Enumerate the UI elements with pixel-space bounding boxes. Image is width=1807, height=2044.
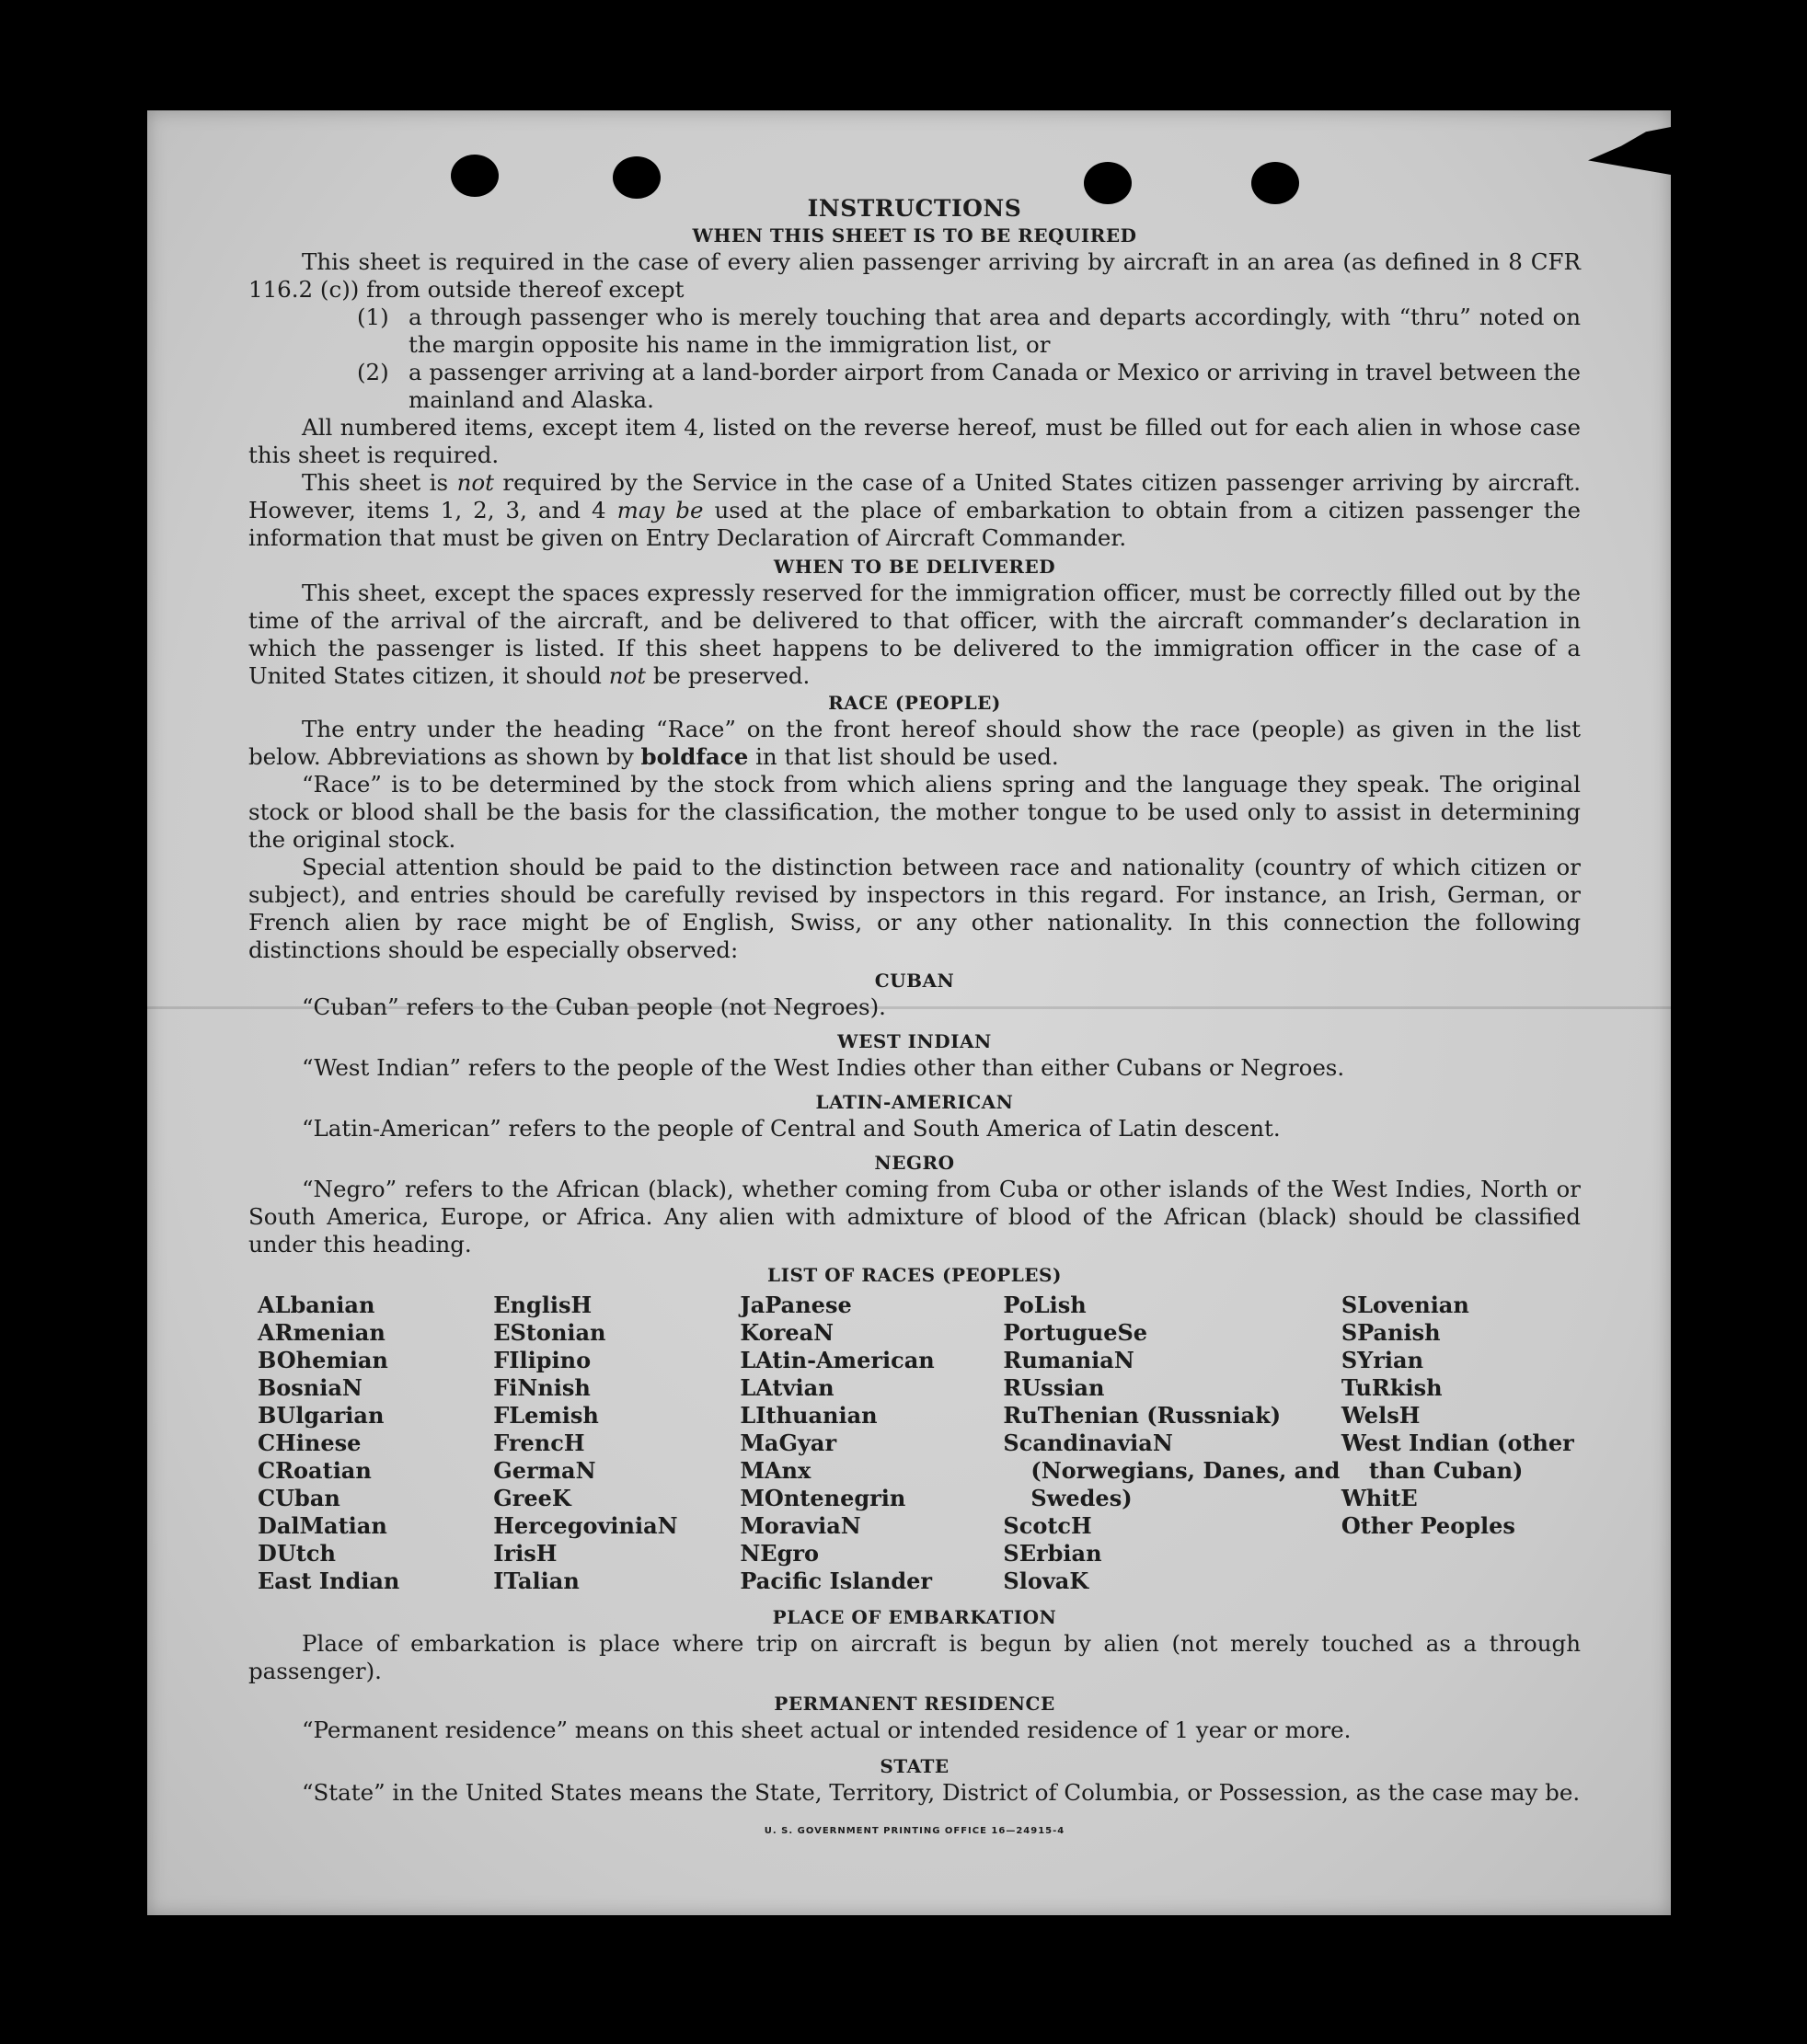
race-item: ScandinaviaN (Norwegians, Danes, and Swedes) bbox=[1003, 1430, 1341, 1511]
paragraph: “Negro” refers to the African (black), whether coming from Cuba or other islands of the West Indies, North or South America, Europe, or Africa. Any alien with admixture of blood of the African (black) should be classified under this heading. bbox=[248, 1176, 1581, 1257]
race-item: BUlgarian bbox=[258, 1402, 385, 1429]
section-heading-latin-american: LATIN-AMERICAN bbox=[815, 1091, 1014, 1113]
race-item: CHinese bbox=[258, 1430, 362, 1456]
race-item: SErbian bbox=[1003, 1540, 1102, 1567]
section-heading-required: WHEN THIS SHEET IS TO BE REQUIRED bbox=[692, 224, 1137, 247]
race-item: FIlipino bbox=[493, 1347, 592, 1373]
race-item: ITalian bbox=[493, 1567, 580, 1594]
section-heading-residence: PERMANENT RESIDENCE bbox=[774, 1693, 1055, 1715]
section-heading-cuban: CUBAN bbox=[874, 970, 955, 992]
race-item: ARmenian bbox=[258, 1319, 386, 1346]
race-item: Other Peoples bbox=[1341, 1512, 1515, 1539]
race-item: CUban bbox=[258, 1485, 340, 1511]
race-item: MoraviaN bbox=[740, 1512, 861, 1539]
race-item: DUtch bbox=[258, 1540, 336, 1567]
paragraph: Special attention should be paid to the distinction between race and nationality (country of which citizen or subject), and entries should be carefully revised by inspectors in this regard. For instance, an Irish, German, or French alien by race might be of English, Swiss, or any other nationality. In this connection the following distinctions should be especially observed: bbox=[248, 854, 1581, 963]
race-item: EnglisH bbox=[493, 1292, 593, 1318]
races-list bbox=[248, 1292, 1581, 1595]
race-item: ALbanian bbox=[258, 1292, 375, 1318]
race-item: ScotcH bbox=[1003, 1512, 1092, 1539]
race-item: TuRkish bbox=[1341, 1374, 1443, 1401]
race-item: IrisH bbox=[493, 1540, 558, 1567]
race-item: EStonian bbox=[493, 1319, 606, 1346]
race-item: SPanish bbox=[1341, 1319, 1441, 1346]
paragraph: “Race” is to be determined by the stock from which aliens spring and the language they speak. The original stock or blood shall be the basis for the classification, the mother tongue to be used only to assist in determining the original stock. bbox=[248, 771, 1581, 853]
race-item: LIthuanian bbox=[740, 1402, 878, 1429]
races-column bbox=[258, 1292, 493, 1595]
paragraph: “Cuban” refers to the Cuban people (not Negroes). bbox=[302, 993, 886, 1020]
race-item: NEgro bbox=[740, 1540, 820, 1567]
paragraph: This sheet, except the spaces expressly reserved for the immigration officer, must be correctly filled out by the time of the arrival of the aircraft, and be delivered to that officer, with the aircraft commander’s declaration in which the passenger is listed. If this sheet happens to be delivered to the immigration officer in the case of a United States citizen, it should not be preserved. bbox=[248, 580, 1581, 689]
paragraph: “Permanent residence” means on this sheet actual or intended residence of 1 year or more. bbox=[302, 1717, 1352, 1743]
document-sheet bbox=[147, 110, 1671, 1915]
punch-hole bbox=[451, 155, 499, 197]
race-item: BOhemian bbox=[258, 1347, 388, 1373]
race-item: RuThenian (Russniak) bbox=[1003, 1402, 1282, 1429]
race-item: WhitE bbox=[1341, 1485, 1418, 1511]
race-item: SYrian bbox=[1341, 1347, 1424, 1373]
race-item: East Indian bbox=[258, 1567, 400, 1594]
section-heading-negro: NEGRO bbox=[874, 1152, 955, 1174]
races-column bbox=[740, 1292, 1003, 1595]
race-item: LAtvian bbox=[740, 1374, 834, 1401]
race-item: HercegoviniaN bbox=[493, 1512, 678, 1539]
paragraph: “State” in the United States means the State, Territory, District of Columbia, or Possession, as the case may be. bbox=[302, 1779, 1581, 1806]
race-item: MOntenegrin bbox=[740, 1485, 906, 1511]
section-heading-race: RACE (PEOPLE) bbox=[828, 692, 1001, 714]
paragraph: “Latin-American” refers to the people of Central and South America of Latin descent. bbox=[302, 1115, 1281, 1142]
race-item: RUssian bbox=[1003, 1374, 1105, 1401]
race-item: CRoatian bbox=[258, 1457, 372, 1484]
race-item: FiNnish bbox=[493, 1374, 591, 1401]
race-item: Pacific Islander bbox=[740, 1567, 933, 1594]
race-item: MAnx bbox=[740, 1457, 811, 1484]
paragraph: This sheet is required in the case of every alien passenger arriving by aircraft in an area (as defined in 8 CFR 116.2 (c)) from outside thereof except bbox=[248, 248, 1581, 303]
section-heading-west-indian: WEST INDIAN bbox=[837, 1030, 992, 1052]
race-item: SLovenian bbox=[1341, 1292, 1469, 1318]
race-item: JaPanese bbox=[740, 1292, 852, 1318]
race-item: RumaniaN bbox=[1003, 1347, 1134, 1373]
races-column bbox=[493, 1292, 740, 1595]
paragraph: The entry under the heading “Race” on the front hereof should show the race (people) as given in the list below. Abbreviations as shown by boldface in that list should be used. bbox=[248, 716, 1581, 770]
race-item: PoLish bbox=[1003, 1292, 1087, 1318]
paragraph: Place of embarkation is place where trip on aircraft is begun by alien (not merely touched as a through passenger). bbox=[248, 1630, 1581, 1684]
section-heading-state: STATE bbox=[880, 1755, 950, 1777]
instructions-content bbox=[248, 195, 1581, 1845]
page-title: INSTRUCTIONS bbox=[807, 195, 1022, 222]
numbered-item: (1) a through passenger who is merely touching that area and departs accordingly, with “thru” noted on the margin opposite his name in the immigration list, or bbox=[357, 304, 1581, 358]
paragraph: This sheet is not required by the Service in the case of a United States citizen passenger arriving by aircraft. However, items 1, 2, 3, and 4 may be used at the place of embarkation to obtain from a citizen passenger the information that must be given on Entry Declaration of Aircraft Commander. bbox=[248, 469, 1582, 551]
numbered-item: (2) a passenger arriving at a land-border airport from Canada or Mexico or arriving in travel between the mainland and Alaska. bbox=[357, 359, 1581, 413]
race-item: MaGyar bbox=[740, 1430, 837, 1456]
race-item: GreeK bbox=[493, 1485, 571, 1511]
race-item: FrencH bbox=[493, 1430, 585, 1456]
race-item: DalMatian bbox=[258, 1512, 387, 1539]
punch-hole bbox=[613, 156, 661, 199]
race-item: BosniaN bbox=[258, 1374, 363, 1401]
races-column bbox=[1341, 1292, 1581, 1595]
printer-imprint: U. S. GOVERNMENT PRINTING OFFICE 16—24915-4 bbox=[764, 1826, 1065, 1836]
race-item: West Indian (other than Cuban) bbox=[1341, 1430, 1574, 1484]
race-item: FLemish bbox=[493, 1402, 599, 1429]
section-heading-list-of-races: LIST OF RACES (PEOPLES) bbox=[767, 1264, 1062, 1286]
torn-corner bbox=[1588, 127, 1671, 175]
race-item: WelsH bbox=[1341, 1402, 1421, 1429]
race-item: LAtin-American bbox=[740, 1347, 935, 1373]
race-item: PortugueSe bbox=[1003, 1319, 1148, 1346]
paragraph: “West Indian” refers to the people of the West Indies other than either Cubans or Negroes. bbox=[302, 1054, 1345, 1081]
paragraph: All numbered items, except item 4, listed on the reverse hereof, must be filled out for each alien in whose case this sheet is required. bbox=[248, 414, 1581, 468]
race-item: KoreaN bbox=[740, 1319, 834, 1346]
section-heading-embarkation: PLACE OF EMBARKATION bbox=[772, 1606, 1057, 1628]
races-column bbox=[1003, 1292, 1341, 1595]
section-heading-delivered: WHEN TO BE DELIVERED bbox=[773, 556, 1056, 578]
race-item: SlovaK bbox=[1003, 1567, 1089, 1594]
race-item: GermaN bbox=[493, 1457, 596, 1484]
